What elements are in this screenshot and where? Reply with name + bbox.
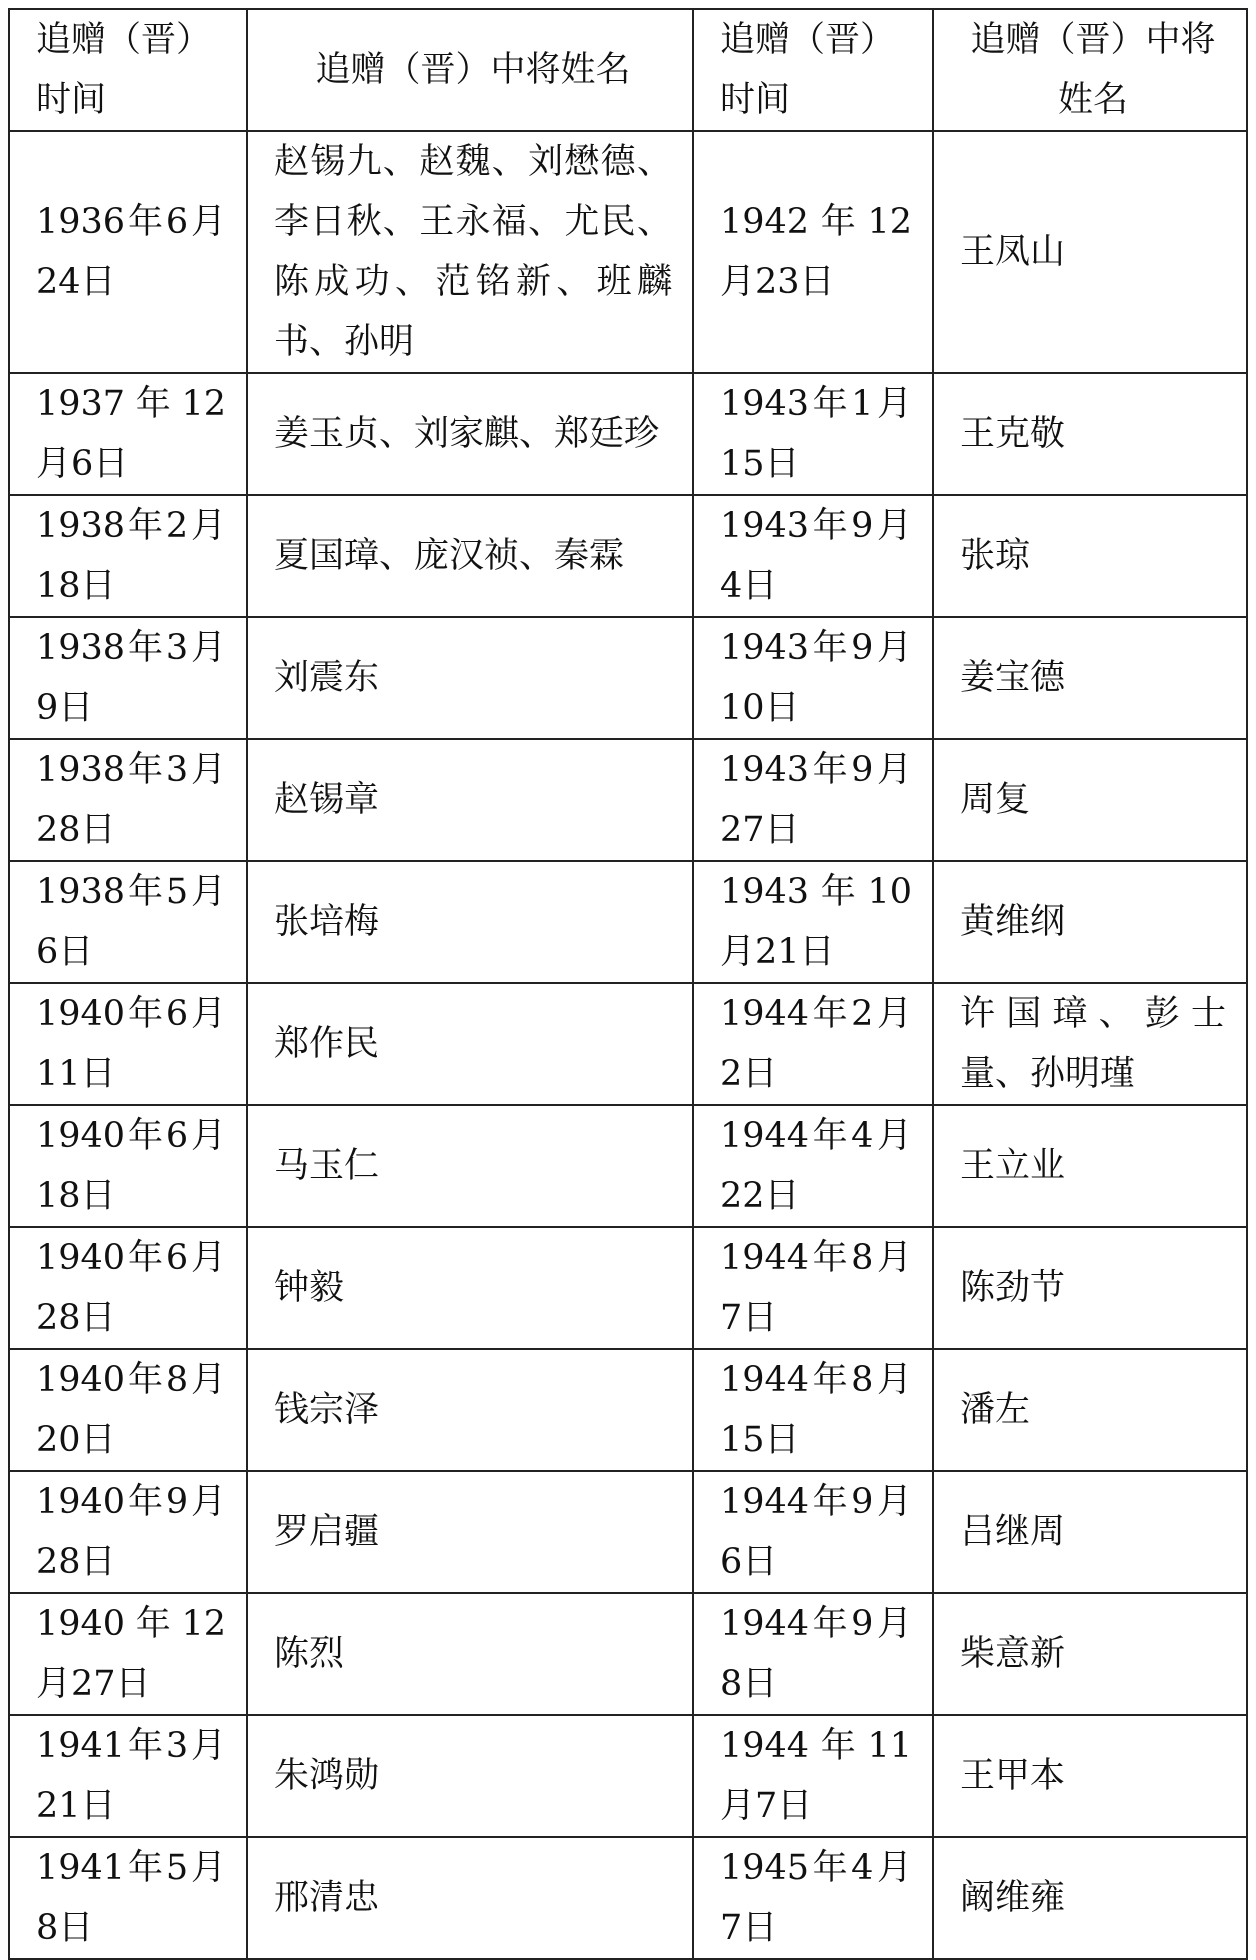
names-cell: 刘震东 bbox=[247, 617, 693, 739]
names-cell: 黄维纲 bbox=[933, 861, 1247, 983]
names-cell: 张培梅 bbox=[247, 861, 693, 983]
date-cell: 1940年6月18日 bbox=[9, 1105, 247, 1227]
date-cell: 1938年3月9日 bbox=[9, 617, 247, 739]
names-cell: 夏国璋、庞汉祯、秦霖 bbox=[247, 495, 693, 617]
date-cell: 1944年2月2日 bbox=[693, 983, 933, 1105]
header-date-1: 追赠（晋）时间 bbox=[9, 9, 247, 131]
table-row bbox=[9, 1837, 1247, 1959]
names-cell: 王立业 bbox=[933, 1105, 1247, 1227]
names-cell: 周复 bbox=[933, 739, 1247, 861]
names-cell: 陈劲节 bbox=[933, 1227, 1247, 1349]
names-cell: 赵锡九、赵魏、刘懋德、李日秋、王永福、尤民、陈成功、范铭新、班麟书、孙明 bbox=[247, 131, 693, 373]
date-cell: 1938年5月6日 bbox=[9, 861, 247, 983]
names-cell: 王凤山 bbox=[933, 131, 1247, 373]
table-row bbox=[9, 739, 1247, 861]
date-cell: 1944年8月7日 bbox=[693, 1227, 933, 1349]
date-cell: 1940年8月20日 bbox=[9, 1349, 247, 1471]
date-cell: 1942年12月23日 bbox=[693, 131, 933, 373]
names-cell: 钱宗泽 bbox=[247, 1349, 693, 1471]
date-cell: 1943年1月15日 bbox=[693, 373, 933, 495]
date-cell: 1943年9月10日 bbox=[693, 617, 933, 739]
date-cell: 1944年11月7日 bbox=[693, 1715, 933, 1837]
date-cell: 1944年4月22日 bbox=[693, 1105, 933, 1227]
names-cell: 吕继周 bbox=[933, 1471, 1247, 1593]
date-cell: 1944年9月6日 bbox=[693, 1471, 933, 1593]
table-row bbox=[9, 495, 1247, 617]
names-cell: 张琼 bbox=[933, 495, 1247, 617]
table-row bbox=[9, 373, 1247, 495]
date-cell: 1941年5月8日 bbox=[9, 1837, 247, 1959]
names-cell: 姜玉贞、刘家麒、郑廷珍 bbox=[247, 373, 693, 495]
table-row bbox=[9, 1105, 1247, 1227]
header-row bbox=[9, 9, 1247, 131]
table-row bbox=[9, 861, 1247, 983]
names-cell: 姜宝德 bbox=[933, 617, 1247, 739]
table-row bbox=[9, 983, 1247, 1105]
table-row bbox=[9, 131, 1247, 373]
date-cell: 1937年12月6日 bbox=[9, 373, 247, 495]
names-cell: 阚维雍 bbox=[933, 1837, 1247, 1959]
table-row bbox=[9, 1471, 1247, 1593]
table-row bbox=[9, 1349, 1247, 1471]
names-cell: 赵锡章 bbox=[247, 739, 693, 861]
date-cell: 1943年9月27日 bbox=[693, 739, 933, 861]
names-cell: 柴意新 bbox=[933, 1593, 1247, 1715]
names-cell: 罗启疆 bbox=[247, 1471, 693, 1593]
names-cell: 邢清忠 bbox=[247, 1837, 693, 1959]
names-cell: 王克敬 bbox=[933, 373, 1247, 495]
names-cell: 钟毅 bbox=[247, 1227, 693, 1349]
table-row bbox=[9, 1715, 1247, 1837]
date-cell: 1940年6月11日 bbox=[9, 983, 247, 1105]
date-cell: 1944年9月8日 bbox=[693, 1593, 933, 1715]
table-row bbox=[9, 1227, 1247, 1349]
date-cell: 1945年4月7日 bbox=[693, 1837, 933, 1959]
table-row bbox=[9, 617, 1247, 739]
date-cell: 1938年2月18日 bbox=[9, 495, 247, 617]
table-row bbox=[9, 1593, 1247, 1715]
date-cell: 1943年9月4日 bbox=[693, 495, 933, 617]
date-cell: 1940年9月28日 bbox=[9, 1471, 247, 1593]
names-cell: 朱鸿勋 bbox=[247, 1715, 693, 1837]
names-cell: 陈烈 bbox=[247, 1593, 693, 1715]
date-cell: 1940年12月27日 bbox=[9, 1593, 247, 1715]
date-cell: 1943年10月21日 bbox=[693, 861, 933, 983]
names-cell: 许国璋、彭士量、孙明瑾 bbox=[933, 983, 1247, 1105]
date-cell: 1940年6月28日 bbox=[9, 1227, 247, 1349]
header-date-2: 追赠（晋）时间 bbox=[693, 9, 933, 131]
date-cell: 1936年6月24日 bbox=[9, 131, 247, 373]
date-cell: 1941年3月21日 bbox=[9, 1715, 247, 1837]
names-cell: 潘左 bbox=[933, 1349, 1247, 1471]
names-cell: 马玉仁 bbox=[247, 1105, 693, 1227]
date-cell: 1944年8月15日 bbox=[693, 1349, 933, 1471]
header-names-2: 追赠（晋）中将姓名 bbox=[933, 9, 1247, 131]
header-names-1: 追赠（晋）中将姓名 bbox=[247, 9, 693, 131]
names-cell: 郑作民 bbox=[247, 983, 693, 1105]
names-cell: 王甲本 bbox=[933, 1715, 1247, 1837]
generals-table bbox=[8, 8, 1248, 1960]
date-cell: 1938年3月28日 bbox=[9, 739, 247, 861]
